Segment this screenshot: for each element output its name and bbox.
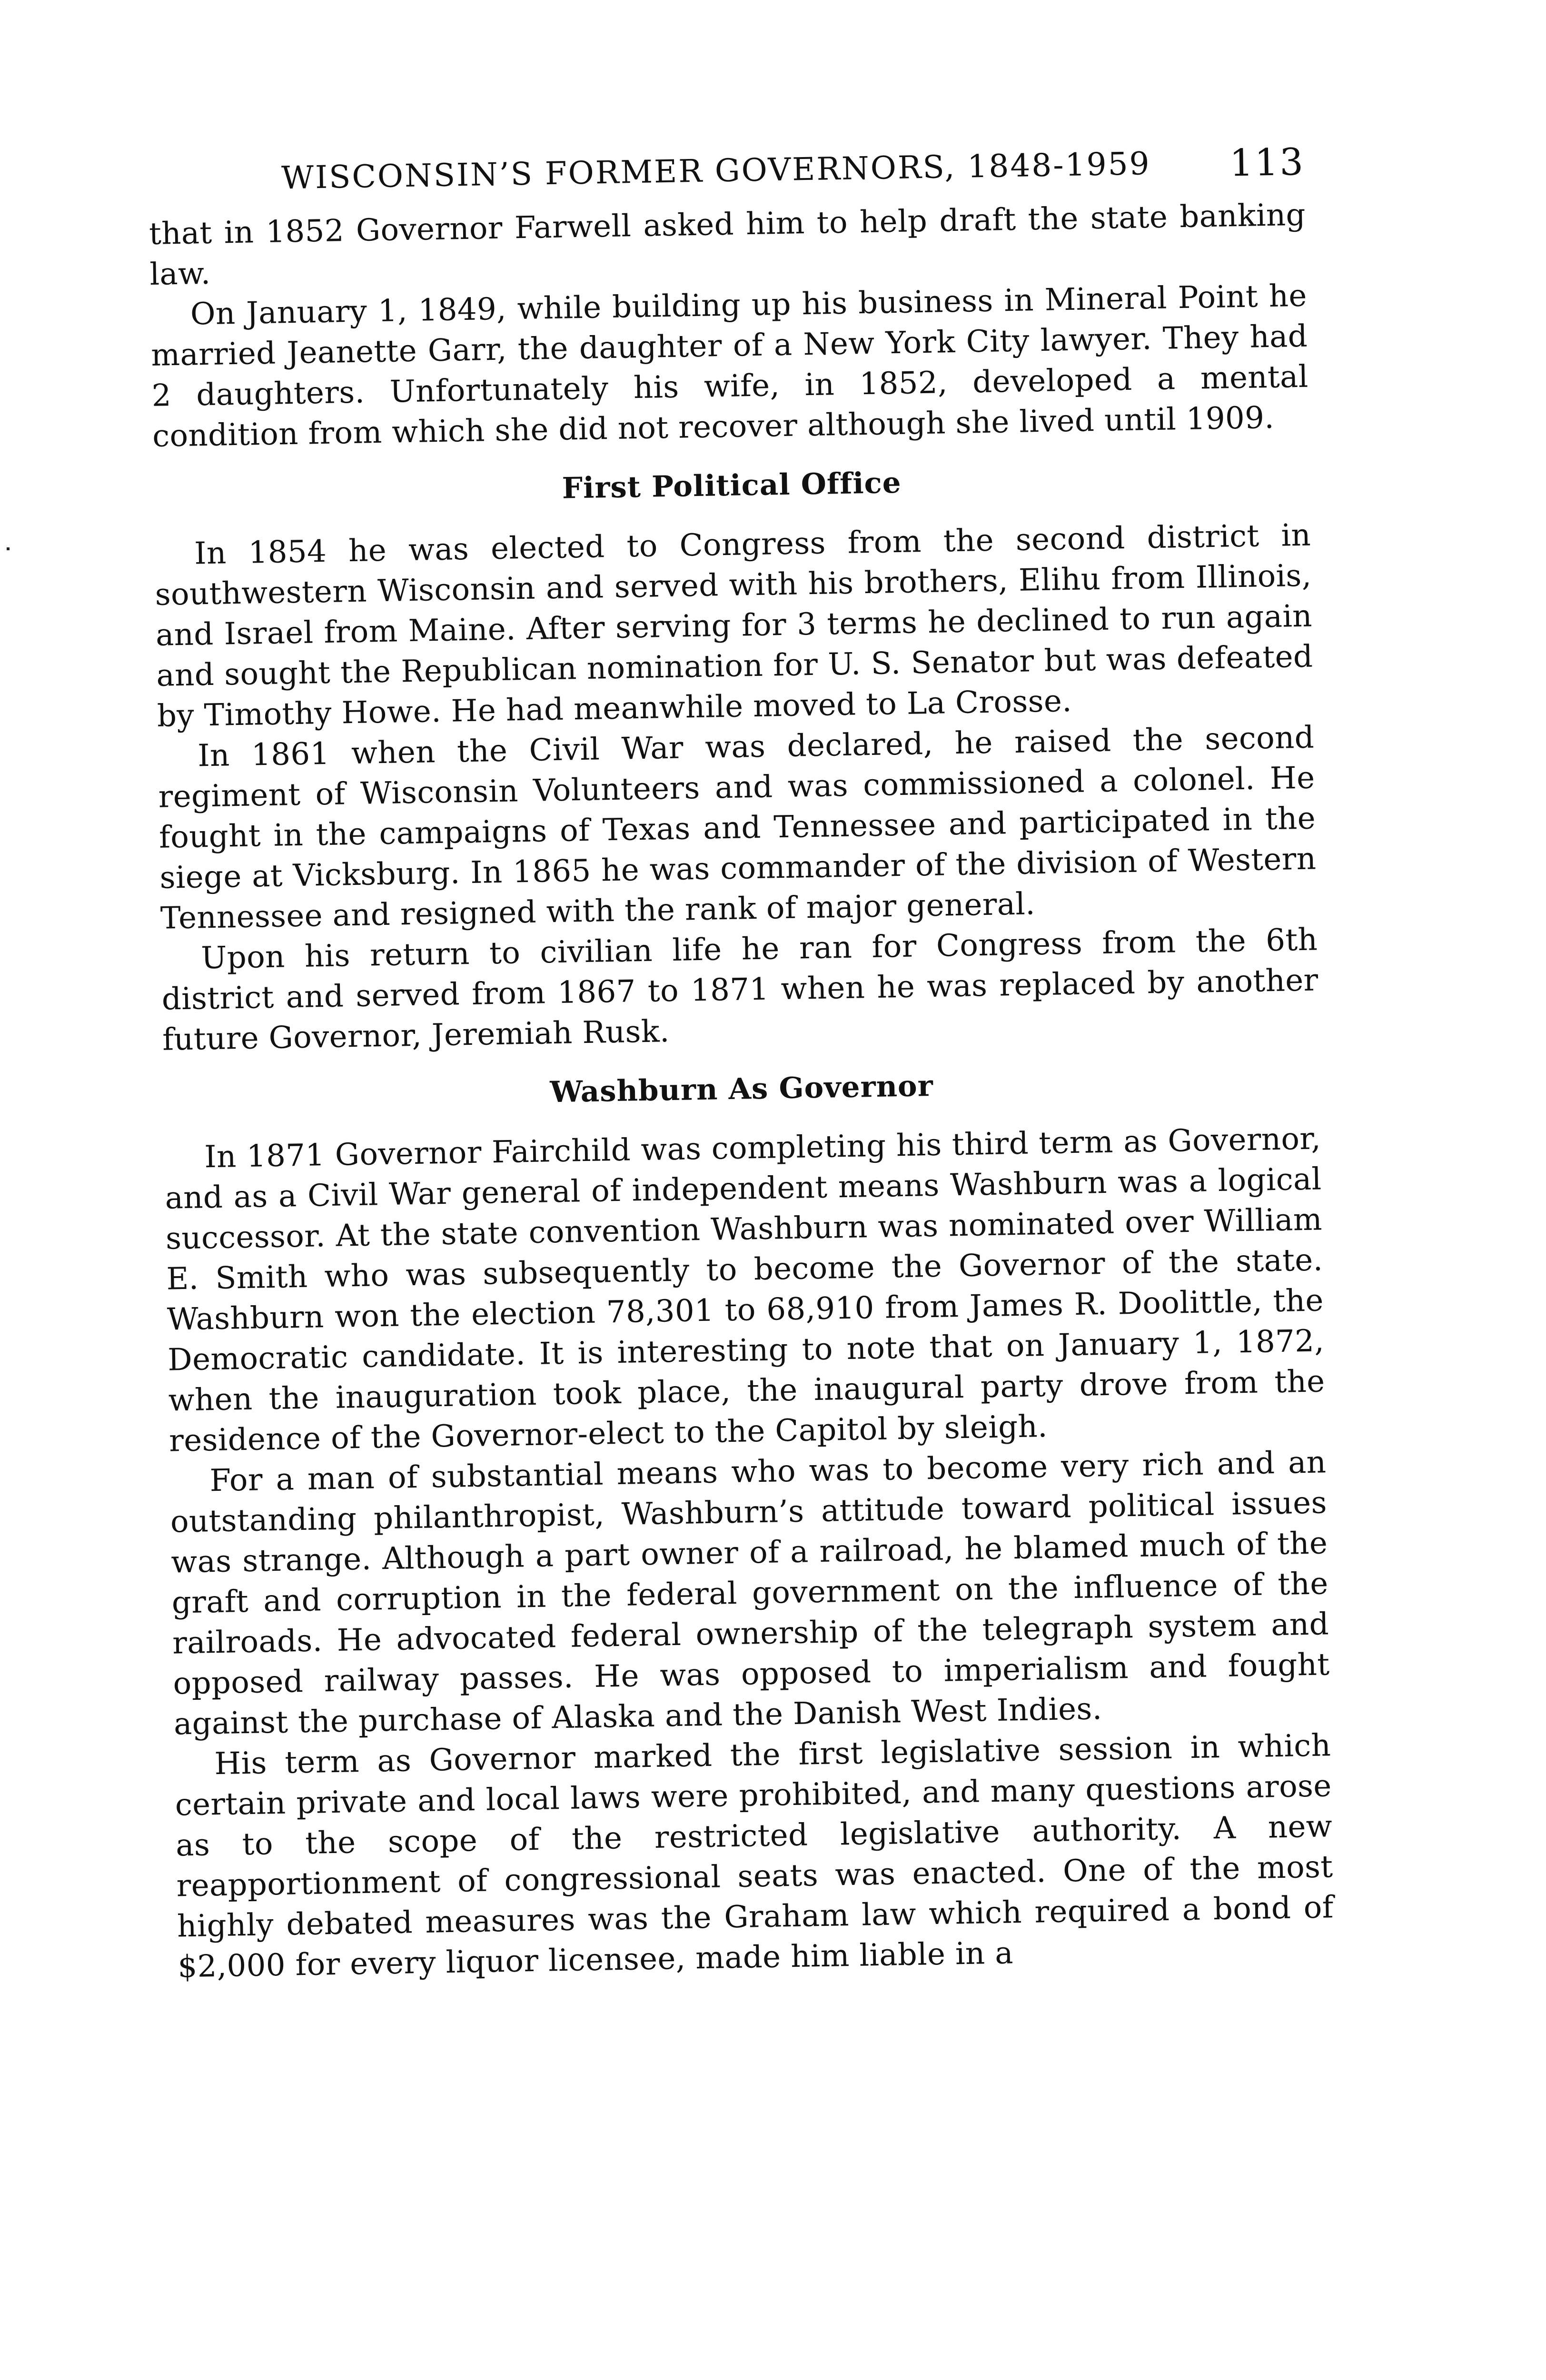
page-number: 113 xyxy=(1229,140,1305,185)
book-page xyxy=(148,124,1335,1988)
paragraph: Upon his return to civilian life he ran for Congress from the 6th district and served from 1867 to 1871 when he was replaced by another future Governor, Jeremiah Rusk. xyxy=(161,922,1319,1058)
paragraph: In 1861 when the Civil War was declared, he raised the second regiment of Wisconsin Volunteers and was commissioned a colonel. He fought in the campaigns of Texas and Tennessee and participated in the siege at Vicksburg. In 1865 he was commander of the division of Western Tennessee and resigned with the rank of major general. xyxy=(158,720,1317,936)
running-title: WISCONSIN’S FORMER GOVERNORS, 1848-1959 xyxy=(281,145,1151,197)
paragraph: In 1871 Governor Fairchild was completing his third term as Governor, and as a Civil War general of independent means Washburn was a logical successor. At the state convention Washburn was nominated over William E. Smith who was subsequently to become the Governor of the state. Washburn won the election 78,301 to 68,910 from James R. Doolittle, the Democratic candidate. It is interesting to note that on January 1, 1872, when the inauguration took place, the inaugural party drove from the residence of the Governor-elect to the Capitol by sleigh. xyxy=(165,1121,1326,1459)
page-body xyxy=(149,195,1334,1988)
paragraph: On January 1, 1849, while building up his business in Mineral Point he married Jeanette Garr, the daughter of a New York City lawyer. They had 2 daughters. Unfortunately his wife, in 1852, developed a mental condition from which she did not recover although she lived until 1909. xyxy=(150,278,1309,454)
paragraph-continued: that in 1852 Governor Farwell asked him to help draft the state banking law. xyxy=(149,197,1306,292)
margin-mark xyxy=(7,547,10,550)
section-heading-washburn-as-governor: Washburn As Governor xyxy=(549,1069,934,1110)
paragraph: For a man of substantial means who was to become very rich and an outstanding philanthropist, Washburn’s attitude toward political issues was strange. Although a part owner of a railroad, he blamed much of the graft and corruption in the federal government on the influence of the railroads. He advocated federal ownership of the telegraph system and opposed railway passes. He was opposed to imperialism and fought against the purchase of Alaska and the Danish West Indies. xyxy=(170,1445,1330,1742)
paragraph: In 1854 he was elected to Congress from the second district in southwestern Wisconsin and served with his brothers, Elihu from Illinois, and Israel from Maine. After serving for 3 terms he declined to run again and sought the Republican nomination for U. S. Senator but was defeated by Timothy Howe. He had meanwhile moved to La Crosse. xyxy=(155,517,1313,734)
section-heading-first-political-office: First Political Office xyxy=(562,466,902,506)
paragraph: His term as Governor marked the first legislative session in which certain private and local laws were prohibited, and many questions arose as to the scope of the restricted legislative authority. A new reapportionment of congressional seats was enacted. One of the most highly debated measures was the Graham law which required a bond of $2,000 for every liquor licensee, made him liable in a xyxy=(175,1728,1334,1985)
